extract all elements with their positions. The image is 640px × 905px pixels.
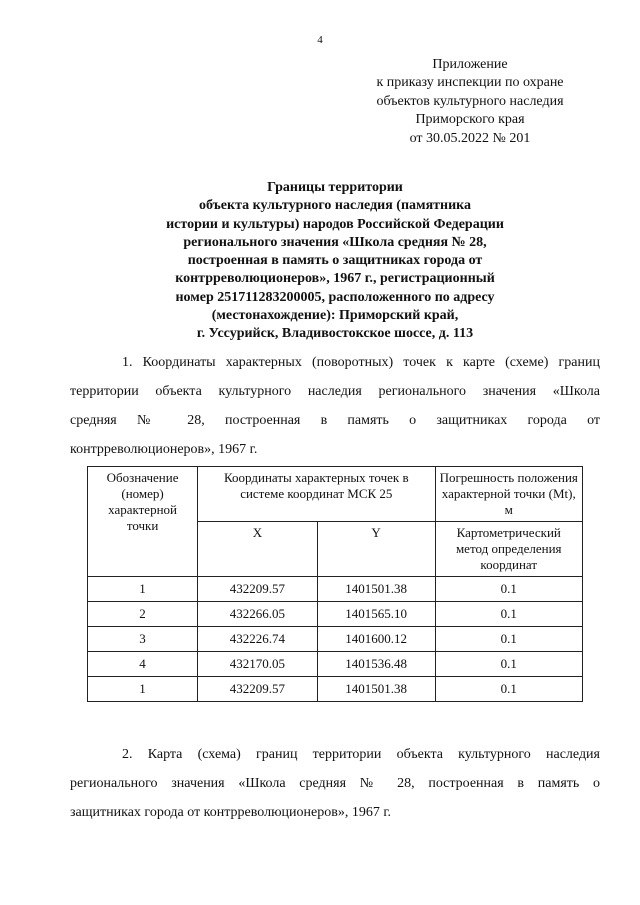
cell-mt: 0.1 (435, 652, 583, 677)
header-x: X (198, 522, 318, 577)
cell-y: 1401536.48 (317, 652, 435, 677)
cell-point: 4 (88, 652, 198, 677)
paragraph-line: защитниках города от контрреволюционеров», 1967 г. (70, 805, 392, 820)
cell-y: 1401600.12 (317, 627, 435, 652)
appendix-line: Приложение (432, 57, 508, 72)
cell-x: 432226.74 (198, 627, 318, 652)
cell-x: 432209.57 (198, 677, 318, 702)
title-line: истории и культуры) народов Российской Федерации (166, 216, 504, 232)
page-number: 4 (317, 34, 323, 46)
coordinates-table (87, 466, 583, 702)
table-row (88, 602, 583, 627)
table-row (88, 652, 583, 677)
appendix-line: объектов культурного наследия (376, 93, 564, 109)
table-row (88, 677, 583, 702)
paragraph-line: территории объекта культурного наследия регионального значения «Школа (70, 384, 600, 399)
cell-mt: 0.1 (435, 677, 583, 702)
appendix-header (360, 56, 580, 148)
title-line: номер 251711283200005, расположенного по адресу (175, 289, 495, 305)
header-method: Картометрический метод определения координат (435, 522, 583, 577)
cell-x: 432266.05 (198, 602, 318, 627)
table-row (88, 577, 583, 602)
document-title (60, 179, 610, 344)
paragraph-line: 1. Координаты характерных (поворотных) точек к карте (схеме) границ (122, 355, 600, 370)
title-line: объекта культурного наследия (памятника (198, 198, 472, 214)
appendix-line: от 30.05.2022 № 201 (409, 130, 531, 146)
cell-y: 1401501.38 (317, 577, 435, 602)
title-line: Границы территории (267, 180, 403, 195)
paragraph-line: контрреволюционеров», 1967 г. (70, 442, 258, 457)
cell-point: 1 (88, 577, 198, 602)
cell-mt: 0.1 (435, 577, 583, 602)
cell-y: 1401565.10 (317, 602, 435, 627)
cell-point: 3 (88, 627, 198, 652)
cell-x: 432170.05 (198, 652, 318, 677)
header-y: Y (317, 522, 435, 577)
header-coordinates: Координаты характерных точек в системе координат МСК 25 (198, 467, 435, 522)
appendix-line: Приморского края (415, 112, 525, 128)
title-line: построенная в память о защитниках города от (187, 253, 483, 269)
cell-mt: 0.1 (435, 602, 583, 627)
cell-x: 432209.57 (198, 577, 318, 602)
table-row (88, 627, 583, 652)
cell-point: 2 (88, 602, 198, 627)
title-line: г. Уссурийск, Владивостокское шоссе, д. 113 (196, 326, 474, 342)
cell-mt: 0.1 (435, 627, 583, 652)
title-line: контрреволюционеров», 1967 г., регистрационный (175, 271, 495, 287)
paragraph-map-reference (70, 740, 600, 827)
paragraph-line: регионального значения «Школа средняя № 28, построенная в память о (70, 776, 600, 791)
cell-y: 1401501.38 (317, 677, 435, 702)
header-error: Погрешность положения характерной точки (Mt), м (435, 467, 583, 522)
table-header-row (88, 467, 583, 522)
header-point-id: Обозначение (номер) характерной точки (88, 467, 198, 577)
title-line: (местонахождение): Приморский край, (211, 308, 459, 324)
title-line: регионального значения «Школа средняя № 28, (183, 234, 487, 250)
paragraph-line: 2. Карта (схема) границ территории объекта культурного наследия (122, 747, 600, 762)
paragraph-line: средняя № 28, построенная в память о защитниках города от (70, 413, 600, 428)
paragraph-coordinates-intro (70, 348, 600, 464)
appendix-line: к приказу инспекции по охране (376, 75, 564, 91)
cell-point: 1 (88, 677, 198, 702)
